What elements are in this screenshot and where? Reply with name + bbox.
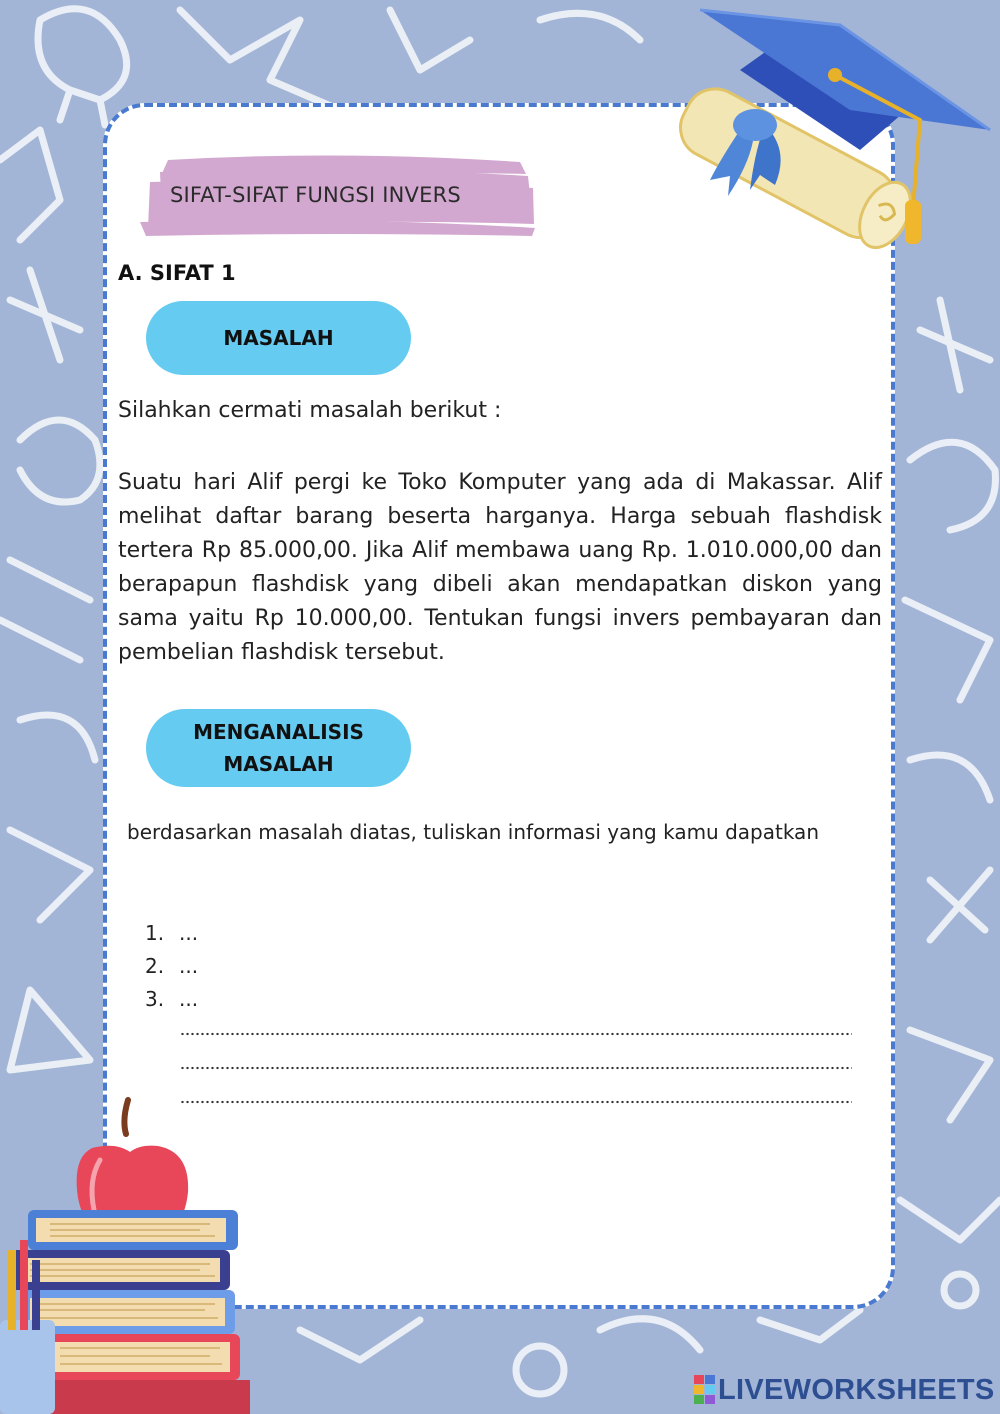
brand-logo: [694, 1372, 995, 1408]
list-item: [145, 917, 198, 950]
masalah-label: MASALAH: [146, 301, 411, 375]
intro-text: Silahkan cermati masalah berikut :: [118, 398, 502, 423]
answer-list: [145, 917, 198, 1016]
analisis-label: [146, 709, 411, 787]
answer-line[interactable]: [180, 1066, 852, 1070]
brand-text: LIVEWORKSHEETS: [718, 1373, 995, 1406]
answer-field[interactable]: ...: [179, 987, 199, 1011]
answer-field[interactable]: ...: [179, 921, 199, 945]
list-number: 2.: [145, 954, 165, 978]
instruction-text: berdasarkan masalah diatas, tuliskan informasi yang kamu dapatkan: [127, 820, 819, 844]
brand-logo-icon: [694, 1375, 716, 1405]
analisis-label-text: MENGANALISIS MASALAH: [193, 720, 364, 776]
graduation-cap-icon: [640, 0, 1000, 280]
list-item: [145, 950, 198, 983]
answer-field[interactable]: ...: [179, 954, 199, 978]
list-number: 1.: [145, 921, 165, 945]
page-title: SIFAT-SIFAT FUNGSI INVERS: [170, 183, 461, 207]
list-item: [145, 983, 198, 1016]
answer-line[interactable]: [180, 1100, 852, 1104]
answer-line[interactable]: [180, 1032, 852, 1036]
problem-text: Suatu hari Alif pergi ke Toko Komputer yang ada di Makassar. Alif melihat daftar barang beserta harganya. Harga sebuah flashdisk tertera Rp 85.000,00. Jika Alif membawa uang Rp. 1.010.000,00 dan berapapun flashdisk yang dibeli akan mendapatkan diskon yang sama yaitu Rp 10.000,00. Tentukan fungsi invers pembayaran dan pembelian flashdisk tersebut.: [118, 470, 882, 665]
section-heading: A. SIFAT 1: [118, 261, 236, 285]
books-apple-icon: [0, 1090, 250, 1414]
list-number: 3.: [145, 987, 165, 1011]
